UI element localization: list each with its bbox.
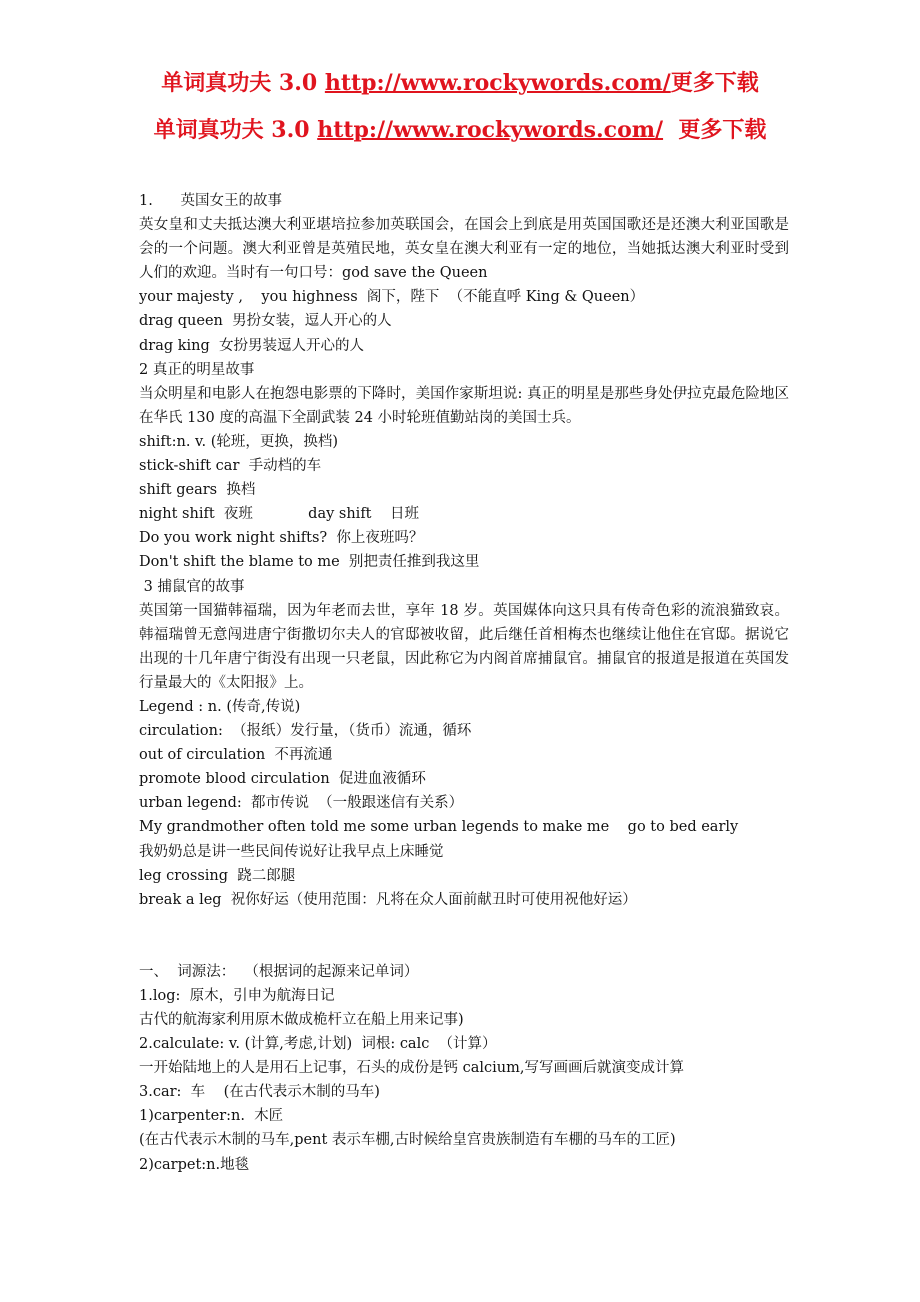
header-line-1 — [0, 66, 920, 97]
text-line: night shift 夜班 day shift 日班 — [139, 506, 419, 523]
header-prefix: 单词真功夫 3.0 — [161, 70, 325, 96]
text-line: promote blood circulation 促进血液循环 — [139, 771, 426, 788]
text-line: 2.calculate: v. (计算,考虑,计划) 词根: calc （计算） — [139, 1036, 497, 1053]
text-line: 古代的航海家利用原木做成桅杆立在船上用来记事) — [139, 1012, 464, 1028]
text-line: My grandmother often told me some urban legends to make me go to bed early — [139, 819, 739, 836]
text-line: stick-shift car 手动档的车 — [139, 458, 322, 475]
section-heading: 2 真正的明星故事 — [139, 361, 255, 378]
header-link[interactable]: http://www.rockywords.com/ — [324, 70, 671, 96]
text-line: shift:n. v. (轮班，更换，换档) — [139, 433, 339, 450]
text-line: 2)carpet:n.地毯 — [139, 1156, 250, 1173]
header-link[interactable]: http://www.rockywords.com/ — [317, 117, 664, 143]
text-line: circulation: （报纸）发行量，（货币）流通，循环 — [139, 723, 472, 740]
text-line: break a leg 祝你好运（使用范围：凡将在众人面前献丑时可使用祝他好运） — [139, 891, 637, 908]
text-line: (在古代表示木制的马车,pent 表示车棚,古时候给皇宫贵族制造有车棚的马车的工匠) — [139, 1132, 676, 1149]
text-line: Do you work night shifts? 你上夜班吗？ — [139, 530, 424, 547]
paragraph: 英女皇和丈夫抵达澳大利亚堪培拉参加英联国会，在国会上到底是用英国国歌还是还澳大利亚国歌是会的一个问题。澳大利亚曾是英殖民地，英女皇在澳大利亚有一定的地位，当她抵达澳大利亚时受到人们的欢迎。当时有一句口号：god save the Queen — [139, 217, 789, 282]
text-line: shift gears 换档 — [139, 482, 256, 499]
text-line: leg crossing 跷二郎腿 — [139, 867, 296, 884]
document-body — [139, 189, 789, 1177]
text-line: drag king 女扮男装逗人开心的人 — [139, 337, 365, 354]
text-line: Legend : n. (传奇,传说) — [139, 698, 301, 715]
section-heading: 一、 词源法： （根据词的起源来记单词） — [139, 963, 419, 980]
text-line: 一开始陆地上的人是用石上记事，石头的成份是钙 calcium,写写画画后就演变成计算 — [139, 1060, 684, 1077]
section-heading: 3 捕鼠官的故事 — [139, 578, 245, 595]
paragraph: 英国第一国猫韩福瑞，因为年老而去世，享年 18 岁。英国媒体向这只具有传奇色彩的流浪猫致哀。韩福瑞曾无意闯进唐宁街撒切尔夫人的官邸被收留，此后继任首相梅杰也继续让他住在官邸。据说它出现的十几年唐宁街没有出现一只老鼠，因此称它为内阁首席捕鼠官。捕鼠官的报道是报道在英国发行量最大的《太阳报》上。 — [139, 602, 789, 691]
header-line-2 — [0, 113, 920, 144]
header-suffix: 更多下载 — [663, 117, 767, 143]
text-line: drag queen 男扮女装，逗人开心的人 — [139, 313, 392, 330]
header-prefix: 单词真功夫 3.0 — [153, 117, 318, 143]
text-line: urban legend: 都市传说 （一般跟迷信有关系） — [139, 795, 464, 812]
text-line: 我奶奶总是讲一些民间传说好让我早点上床睡觉 — [139, 843, 444, 860]
text-line: 1)carpenter:n. 木匠 — [139, 1108, 284, 1125]
text-line: 1.log: 原木，引申为航海日记 — [139, 987, 335, 1004]
paragraph: 当众明星和电影人在抱怨电影票的下降时，美国作家斯坦说: 真正的明星是那些身处伊拉克最危险地区在华氏 130 度的高温下全副武装 24 小时轮班值勤站岗的美国士兵。 — [139, 385, 789, 426]
section-gap — [139, 912, 789, 960]
section-heading: 1. 英国女王的故事 — [139, 193, 282, 209]
text-line: 3.car: 车 (在古代表示木制的马车) — [139, 1084, 380, 1101]
text-line: Don't shift the blame to me 别把责任推到我这里 — [139, 554, 480, 571]
text-line: out of circulation 不再流通 — [139, 747, 333, 764]
text-line: your majesty , you highness 阁下，陛下 （不能直呼 King & Queen） — [139, 289, 645, 306]
header-suffix: 更多下载 — [670, 70, 759, 96]
